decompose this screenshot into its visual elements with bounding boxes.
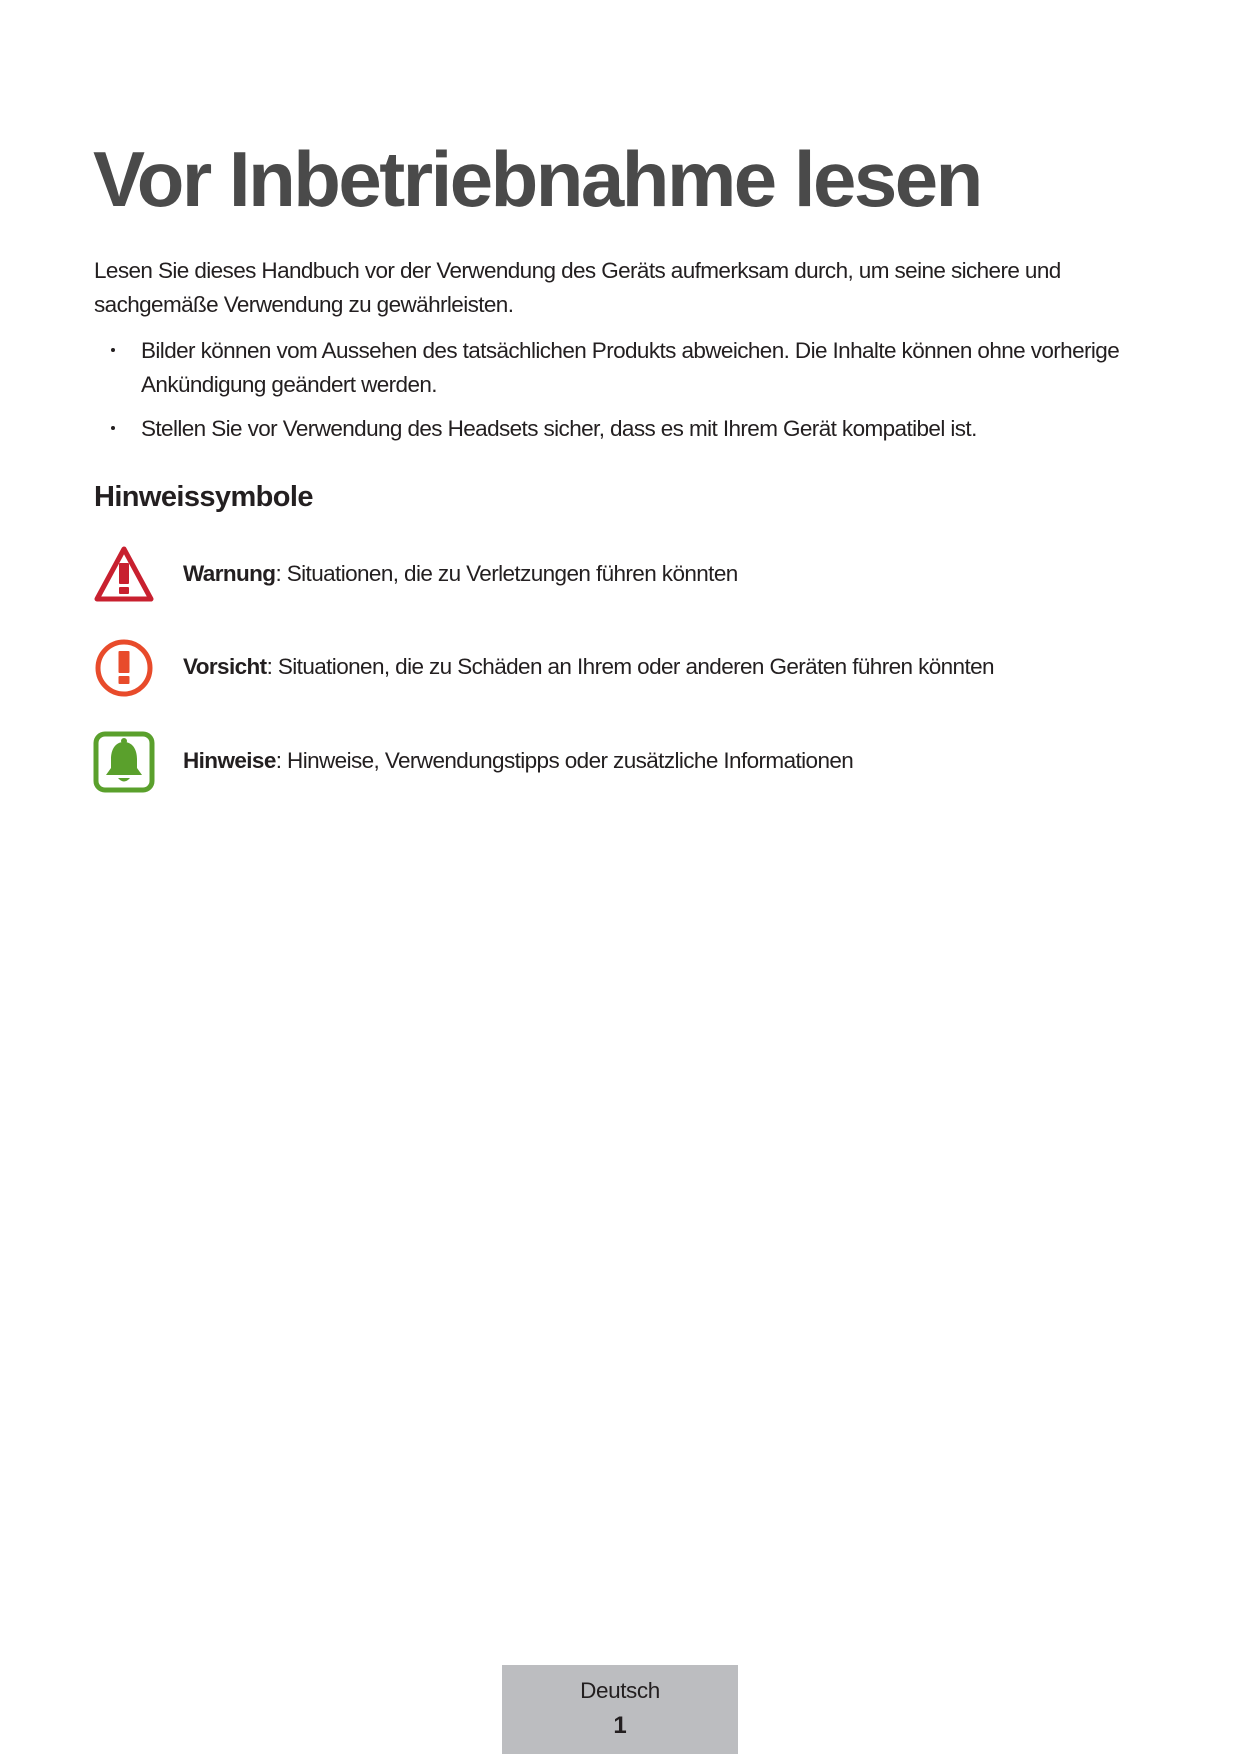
note-bell-icon bbox=[93, 731, 155, 793]
footer-language: Deutsch bbox=[580, 1678, 660, 1703]
page-number: 1 bbox=[613, 1712, 627, 1739]
bullet-text: Bilder können vom Aussehen des tatsächlichen Produkts abweichen. Die Inhalte können ohne vorherige Ankündigung geändert werden. bbox=[141, 338, 1120, 397]
page-title: Vor Inbetriebnahme lesen bbox=[93, 135, 981, 223]
notice-warning bbox=[93, 544, 1153, 606]
warning-triangle-icon bbox=[93, 544, 155, 606]
bullet-text: Stellen Sie vor Verwendung des Headsets sicher, dass es mit Ihrem Gerät kompatibel ist. bbox=[141, 416, 977, 441]
bullet-dot bbox=[111, 426, 115, 430]
bullet-dot bbox=[111, 348, 115, 352]
list-item bbox=[94, 412, 1134, 446]
notice-term: Warnung bbox=[183, 561, 276, 586]
page-footer bbox=[502, 1665, 738, 1754]
notice-description: : Hinweise, Verwendungstipps oder zusätzliche Informationen bbox=[275, 748, 854, 773]
notice-term: Hinweise bbox=[183, 748, 276, 773]
notice-caution bbox=[93, 637, 1153, 699]
notice-description: : Situationen, die zu Verletzungen führen könnten bbox=[275, 561, 738, 586]
caution-circle-icon bbox=[93, 637, 155, 699]
section-heading: Hinweissymbole bbox=[94, 481, 313, 513]
notice-term: Vorsicht bbox=[183, 654, 267, 679]
list-item bbox=[94, 334, 1134, 402]
bullet-list bbox=[94, 334, 1134, 456]
intro-paragraph: Lesen Sie dieses Handbuch vor der Verwendung des Geräts aufmerksam durch, um seine sichere und sachgemäße Verwendung zu gewährleisten. bbox=[94, 258, 1061, 317]
notice-note bbox=[93, 731, 1153, 793]
notice-description: : Situationen, die zu Schäden an Ihrem oder anderen Geräten führen könnten bbox=[266, 654, 994, 679]
